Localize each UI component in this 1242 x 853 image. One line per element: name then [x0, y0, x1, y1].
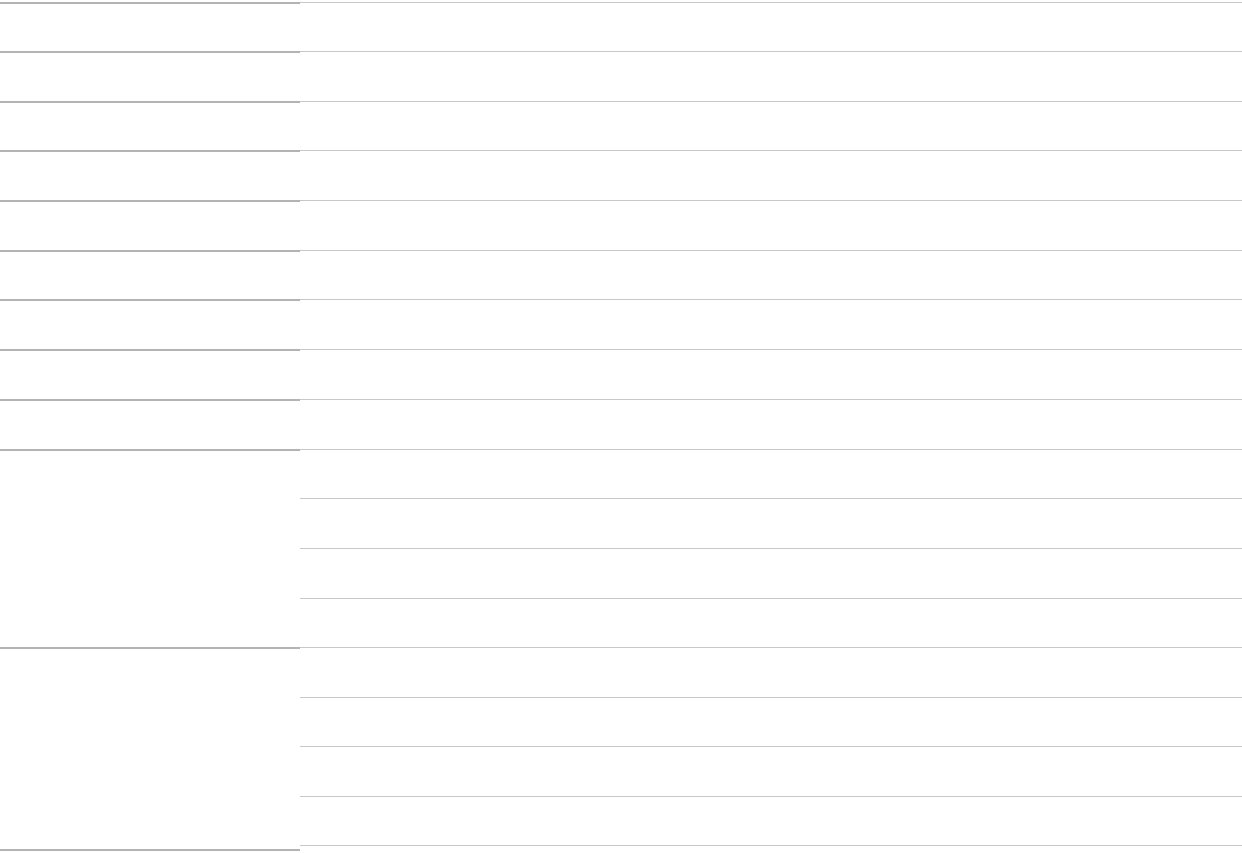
right-column-rule: [300, 845, 1242, 846]
left-column-rule: [0, 200, 300, 202]
right-column-rule: [300, 150, 1242, 151]
right-column-rule: [300, 796, 1242, 797]
right-column-rule: [300, 250, 1242, 251]
right-column-rule: [300, 449, 1242, 450]
left-column: [0, 0, 300, 853]
right-column-rule: [300, 349, 1242, 350]
right-column-rule: [300, 498, 1242, 499]
left-column-rule: [0, 449, 300, 451]
right-column-rule: [300, 548, 1242, 549]
left-column-rule: [0, 349, 300, 351]
left-column-rule: [0, 2, 300, 4]
right-column-rule: [300, 647, 1242, 648]
right-column-rule: [300, 299, 1242, 300]
right-column-rule: [300, 697, 1242, 698]
right-column-rule: [300, 399, 1242, 400]
right-column-rule: [300, 598, 1242, 599]
left-column-rule: [0, 51, 300, 53]
left-column-rule: [0, 849, 300, 851]
left-column-rule: [0, 101, 300, 103]
left-column-rule: [0, 399, 300, 401]
right-column-rule: [300, 2, 1242, 3]
left-column-rule: [0, 250, 300, 252]
right-column-rule: [300, 200, 1242, 201]
right-column: [300, 0, 1242, 853]
right-column-rule: [300, 746, 1242, 747]
right-column-rule: [300, 101, 1242, 102]
left-column-rule: [0, 299, 300, 301]
left-column-rule: [0, 647, 300, 649]
right-column-rule: [300, 51, 1242, 52]
left-column-rule: [0, 150, 300, 152]
